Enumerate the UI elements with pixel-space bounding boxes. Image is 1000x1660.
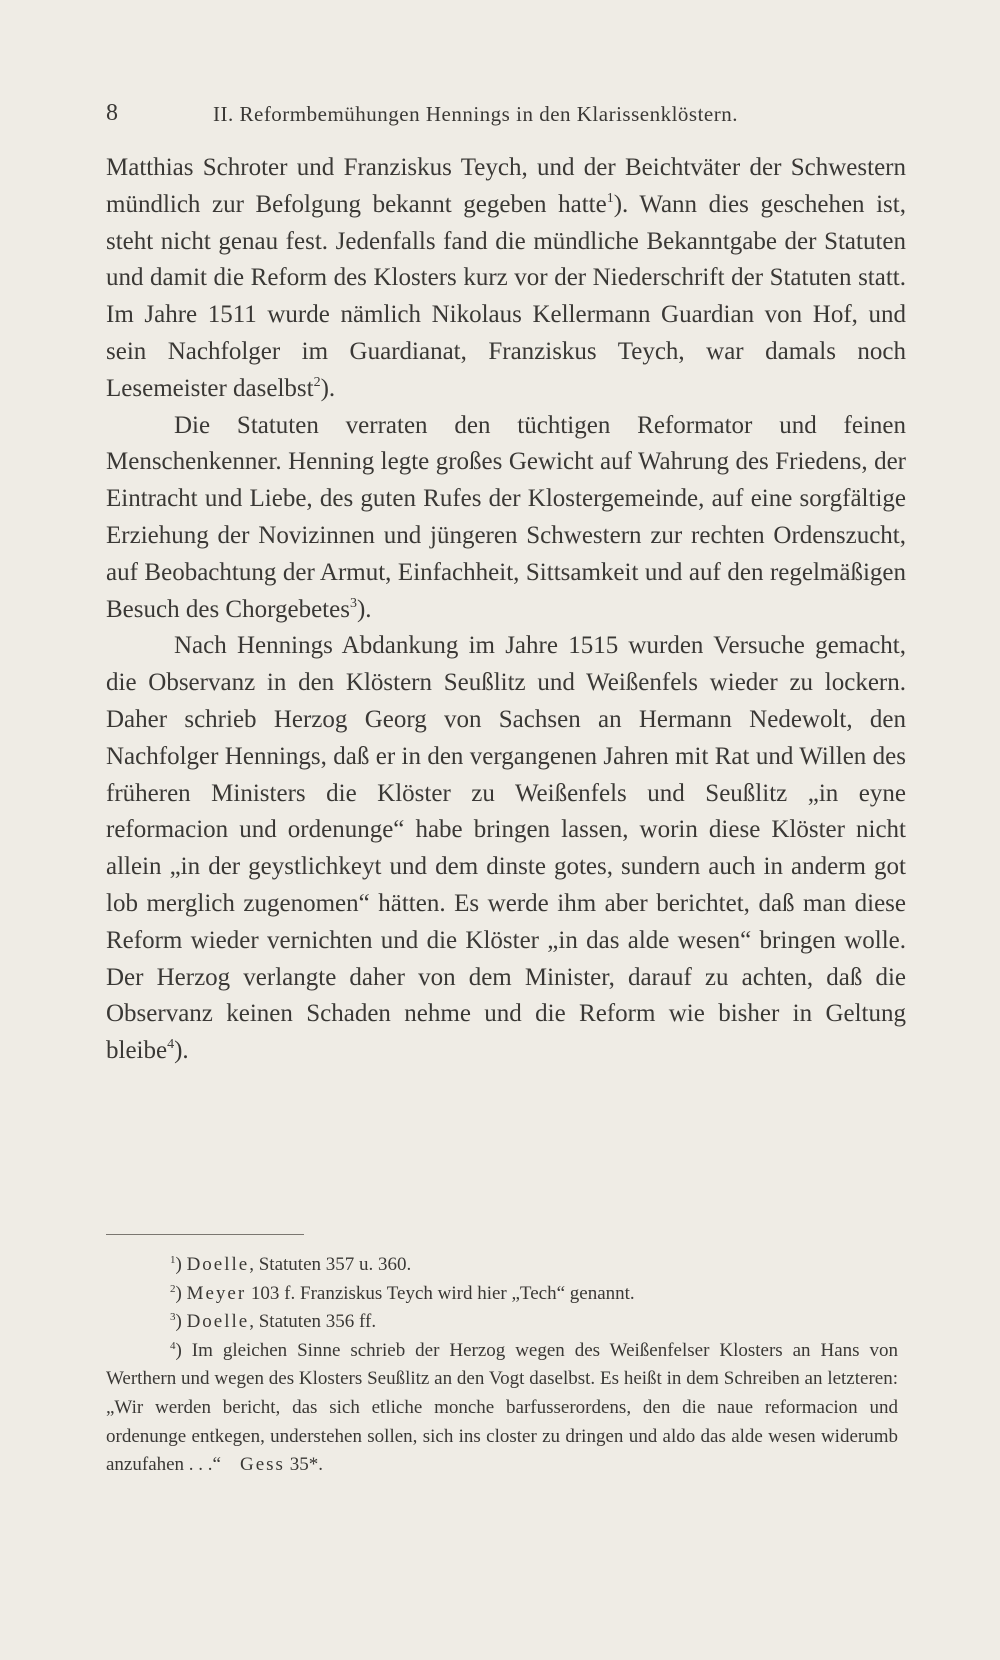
footnote-text: , Statuten 357 u. 360. — [249, 1254, 412, 1275]
paragraph-text: Die Statuten verraten den tüchtigen Reformator und feinen Menschenkenner. Henning legte großes Gewicht auf Wahrung des Friedens, der Eintracht und Liebe, des guten Rufes der Klostergemeinde, auf eine sorgfältige Erziehung der Novizinnen und jüngeren Schwestern zur rechten Ordenszucht, auf Beobachtung der Armut, Einfachheit, Sittsamkeit und auf den regelmäßigen Besuch des Chorgebetes — [106, 411, 906, 623]
footnote-ref: 3 — [349, 595, 357, 611]
page-header — [106, 100, 906, 130]
paragraph-text: ). — [356, 595, 372, 623]
footnote-citation-ref: 35*. — [284, 1454, 323, 1476]
paragraph — [106, 628, 906, 1070]
paragraph — [106, 150, 906, 408]
footnote: $^1$) Doelle, Statuten 357 u. 360. — [170, 1254, 412, 1275]
footnote-citation: Gess — [240, 1454, 285, 1476]
footnote-mark: 3 — [170, 1311, 176, 1324]
paragraph — [106, 408, 906, 629]
footnote-text: 103 f. Franziskus Teych wird hier „Tech“ genannt. — [246, 1282, 635, 1304]
page-number: 8 — [106, 100, 119, 126]
footnote-ref: 4 — [167, 1037, 175, 1053]
paragraph-text: ). — [320, 374, 336, 402]
footnote: $^3$) Doelle, Statuten 356 ff. — [170, 1311, 377, 1333]
footnote-ref: 2 — [313, 374, 321, 390]
footnote-mark: 2 — [170, 1282, 176, 1295]
paragraph-text: ). Wann dies geschehen ist, steht nicht genau fest. Jedenfalls fand die mündliche Bekanntgabe der Statuten und damit die Reform des Klosters kurz vor der Niederschrift der Statuten statt. Im Jahre 1511 wurde nämlich Nikolaus Kellermann Guardian von Hof, und sein Nachfolger im Guardianat, Franziskus Teych, war damals noch Lesemeister daselbst — [106, 190, 906, 402]
footnote: $^2$) Meyer 103 f. Franziskus Teych wird hier „Tech“ genannt. — [170, 1282, 635, 1304]
footnotes — [106, 1251, 898, 1480]
footnote-ref: 1 — [606, 190, 614, 206]
footnote-mark: 4 — [170, 1339, 176, 1352]
paragraph-text: Matthias Schroter und Franziskus Teych, und der Beichtväter der Schwestern mündlich zur Befolgung bekannt gegeben hatte — [106, 154, 906, 218]
paragraph-text: ). — [174, 1037, 189, 1065]
footnote-mark: 1 — [170, 1254, 176, 1266]
footnote: $^4$) Im gleichen Sinne schrieb der Herzog wegen des Weißenfelser Klosters an Hans von Werthern und wegen des Klosters Seußlitz an den Vogt daselbst. Es heißt in dem Schreiben an letzteren: „Wir werden bericht, das sich etliche monche barfusserordens, den die naue reformacion und ordenunge entkegen, understehen sollen, sich ins closter zu dringen und aldo das alde wesen widerumb anzufahen . . .“ Gess 35*. — [106, 1339, 898, 1476]
running-title: II. Reformbemühungen Hennings in den Klarissenklöstern. — [213, 102, 738, 126]
paragraph-text: Nach Hennings Abdankung im Jahre 1515 wurden Versuche gemacht, die Observanz in den Klöstern Seußlitz und Weißenfels wieder zu lockern. Daher schrieb Herzog Georg von Sachsen an Hermann Nedewolt, den Nachfolger Hennings, daß er in den vergangenen Jahren mit Rat und Willen des früheren Ministers die Klöster zu Weißenfels und Seußlitz „in eyne reformacion und ordenunge“ habe bringen lassen, worin diese Klöster nicht allein „in der geystlichkeyt und dem dinste gotes, sundern auch in anderm got lob merglich zugenomen“ hätten. Es werde ihm aber berichtet, daß man diese Reform wieder vernichten und die Klöster „in das alde wesen“ bringen wolle. Der Herzog verlangte daher von dem Minister, darauf zu achten, daß die Observanz keinen Schaden nehme und die Reform wie bisher in Geltung bleibe — [106, 632, 906, 1065]
footnote-text: Im gleichen Sinne schrieb der Herzog wegen des Weißenfelser Klosters an Hans von Werthern und wegen des Klosters Seußlitz an den Vogt daselbst. Es heißt in dem Schreiben an letzteren: „Wir werden bericht, das sich etliche monche barfusserordens, den die naue reformacion und ordenunge entkegen, understehen sollen, sich ins closter zu dringen und aldo das alde wesen widerumb anzufahen . . .“ — [106, 1339, 898, 1476]
footnote-author: Doelle — [186, 1254, 250, 1275]
main-text — [106, 150, 906, 1070]
footnote-divider — [106, 1234, 304, 1235]
footnote-author: Meyer — [186, 1282, 247, 1304]
footnote-author: Doelle — [186, 1311, 250, 1333]
footnote-text: , Statuten 356 ff. — [249, 1311, 377, 1333]
